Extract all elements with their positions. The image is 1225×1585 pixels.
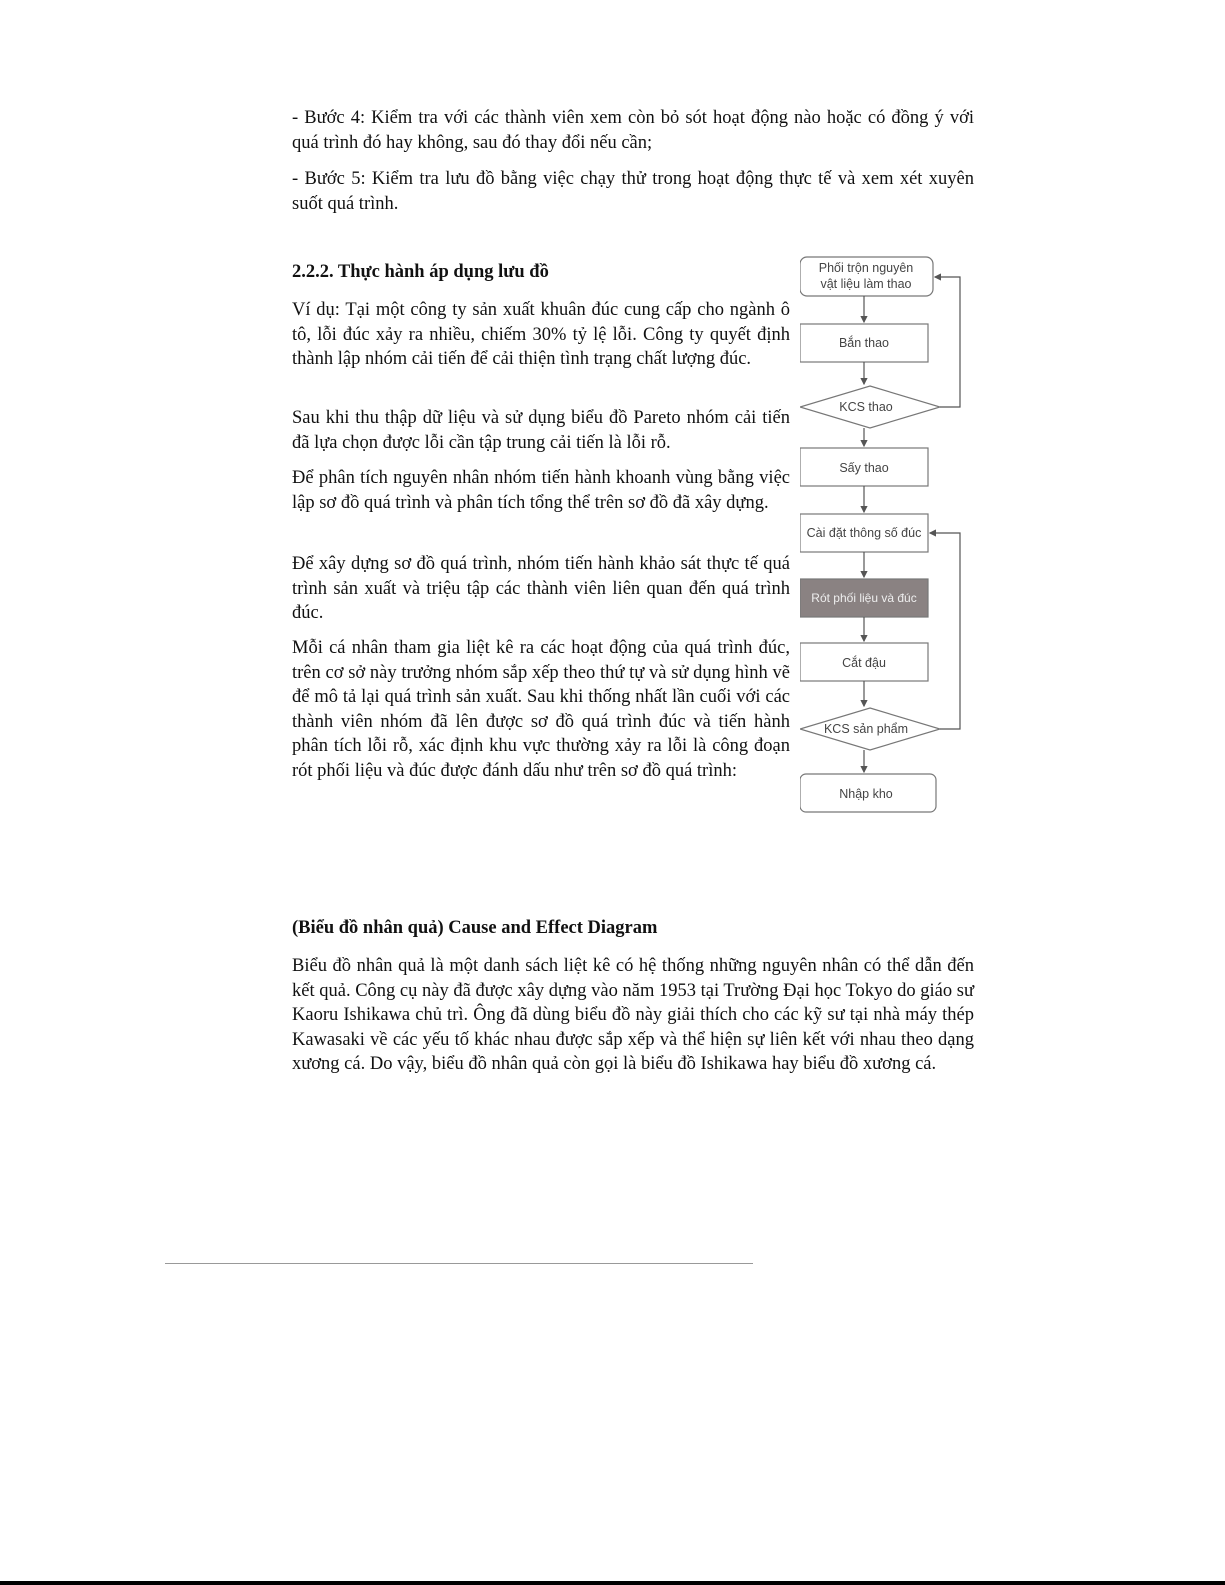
product-inspection-label: KCS sản phẩm <box>823 722 909 736</box>
cause-effect-heading: (Biểu đồ nhân quả) Cause and Effect Diagram <box>292 918 658 938</box>
riser-cutting-label: Cắt đậu <box>842 656 886 670</box>
section-heading: 2.2.2. Thực hành áp dụng lưu đồ <box>292 262 549 282</box>
loop-arrow-core <box>935 277 960 407</box>
step-4-text: - Bước 4: Kiểm tra với các thành viên xem còn bỏ sót hoạt động nào hoặc có đồng ý với quá trình đó hay không, sau đó thay đổi nếu cần; <box>292 108 974 153</box>
casting-process-flowchart <box>800 252 980 827</box>
page-bottom-border <box>0 1581 1225 1585</box>
procedure-paragraph: Mỗi cá nhân tham gia liệt kê ra các hoạt động của quá trình đúc, trên cơ sở này trưởng nhóm sắp xếp theo thứ tự và sử dụng hình vẽ để mô tả lại quá trình sản xuất. Sau khi thống nhất lần cuối với các thành viên nhóm đã lên được sơ đồ quá trình đúc và tiến hành phân tích lỗi rỗ, xác định khu vực thường xảy ra lỗi là công đoạn rót phối liệu và đúc được đánh dấu như trên sơ đồ quá trình: <box>292 638 790 781</box>
loop-arrow-product <box>930 533 960 729</box>
core-drying-label: Sấy thao <box>839 461 889 475</box>
footer-divider <box>165 1263 753 1264</box>
mix-materials-label-1: Phối trộn nguyên <box>818 261 914 275</box>
pouring-casting-label: Rót phối liệu và đúc <box>811 591 917 605</box>
core-inspection-label: KCS thao <box>839 400 893 414</box>
survey-paragraph: Để xây dựng sơ đồ quá trình, nhóm tiến hành khảo sát thực tế quá trình sản xuất và triệu tập các thành viên liên quan đến quá trình đúc. <box>292 554 790 623</box>
pareto-paragraph: Sau khi thu thập dữ liệu và sử dụng biểu đồ Pareto nhóm cải tiến đã lựa chọn được lỗi cần tập trung cải tiến là lỗi rỗ. <box>292 408 790 453</box>
example-paragraph: Ví dụ: Tại một công ty sản xuất khuân đúc cung cấp cho ngành ô tô, lỗi đúc xảy ra nhiều, chiếm 30% tỷ lệ lỗi. Công ty quyết định thành lập nhóm cải tiến để cải thiện tình trạng chất lượng đúc. <box>292 300 790 369</box>
warehouse-label: Nhập kho <box>839 787 893 801</box>
core-shooting-label: Bắn thao <box>838 336 890 350</box>
step-5-text: - Bước 5: Kiểm tra lưu đồ bằng việc chạy thử trong hoạt động thực tế và xem xét xuyên suốt quá trình. <box>292 169 974 214</box>
mix-materials-label-2: vật liệu làm thao <box>820 277 912 291</box>
analysis-paragraph: Để phân tích nguyên nhân nhóm tiến hành khoanh vùng bằng việc lập sơ đồ quá trình và phân tích tổng thể trên sơ đồ đã xây dựng. <box>292 468 790 513</box>
cause-effect-paragraph: Biểu đồ nhân quả là một danh sách liệt kê có hệ thống những nguyên nhân có thể dẫn đến kết quả. Công cụ này đã được xây dựng vào năm 1953 tại Trường Đại học Tokyo do giáo sư Kaoru Ishikawa chủ trì. Ông đã dùng biểu đồ này giải thích cho các kỹ sư tại nhà máy thép Kawasaki về các yếu tố khác nhau được sắp xếp và thể hiện sự liên kết với nhau theo dạng xương cá. Do vậy, biểu đồ nhân quả còn gọi là biểu đồ Ishikawa hay biểu đồ xương cá. <box>292 956 974 1074</box>
casting-settings-label: Cài đặt thông số đúc <box>806 526 922 540</box>
